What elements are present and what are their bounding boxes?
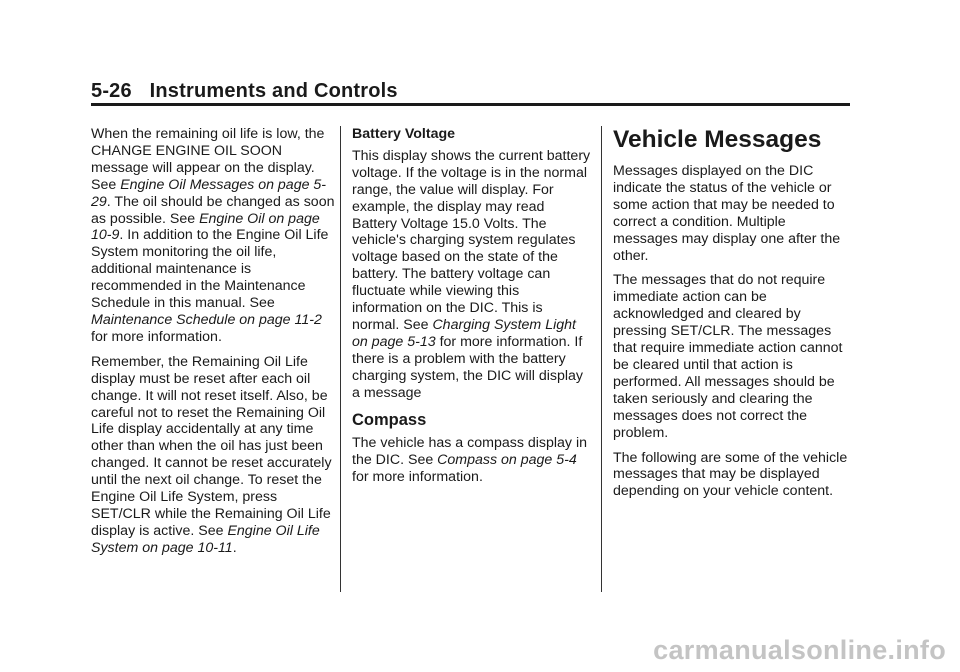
battery-voltage-paragraph: This display shows the current battery voltage. If the voltage is in the normal range, the value will display. For example, the display may read Battery Voltage 15.0 Volts. The vehicle's charging system regulates voltage based on the state of the battery. The battery voltage can fluctuate while viewing this information on the DIC. This is normal. See Charging System Light on page 5-13 for more information. If there is a problem with the battery charging system, the DIC will display a message — [352, 147, 591, 401]
column-3 — [613, 126, 853, 508]
compass-heading: Compass — [352, 410, 427, 429]
link-compass[interactable]: Compass on page 5-4 — [437, 452, 577, 469]
messages-paragraph-3: The following are some of the vehicle messages that may be displayed depending on your vehicle content. — [613, 449, 848, 500]
vehicle-messages-title: Vehicle Messages — [613, 126, 822, 153]
page-number: 5-26 — [91, 80, 132, 102]
section-title: Instruments and Controls — [149, 80, 398, 102]
messages-paragraph-1: Messages displayed on the DIC indicate the status of the vehicle or some action that may be needed to correct a condition. Multiple messages may display one after the other. — [613, 163, 841, 264]
header-rule — [91, 103, 850, 106]
reset-paragraph: Remember, the Remaining Oil Life display must be reset after each oil change. It will not reset itself. Also, be careful not to reset the Remaining Oil Life display accidentally at any time other than when the oil has just been changed. It cannot be reset accurately until the next oil change. To reset the Engine Oil Life System, press SET/CLR while the Remaining Oil Life display is active. See Engine Oil Life System on page 10-11. — [91, 353, 332, 556]
oil-life-low-paragraph: When the remaining oil life is low, the CHANGE ENGINE OIL SOON message will appear on the display. See Engine Oil Messages on page 5-29. The oil should be changed as soon as possible. See Engine Oil on page 10-9. In addition to the Engine Oil Life System monitoring the oil life, additional maintenance is recommended in the Maintenance Schedule in this manual. See Maintenance Schedule on page 11-2 for more information. — [91, 126, 335, 345]
link-engine-oil-messages[interactable]: Engine Oil Messages on page 5-29 — [91, 176, 327, 210]
compass-paragraph: The vehicle has a compass display in the DIC. See Compass on page 5-4 for more information. — [352, 435, 588, 486]
messages-paragraph-2: The messages that do not require immediate action can be acknowledged and cleared by pressing SET/CLR. The messages that require immediate action cannot be cleared until that action is performed. All messages should be taken seriously and clearing the messages does not correct the problem. — [613, 272, 843, 441]
battery-voltage-heading: Battery Voltage — [352, 126, 456, 142]
watermark: carmanualsonline.info — [653, 635, 946, 665]
column-2 — [352, 126, 592, 494]
column-divider-2 — [601, 126, 602, 592]
page-header — [91, 80, 398, 103]
link-engine-oil[interactable]: Engine Oil on page 10-9 — [91, 210, 320, 244]
column-1 — [91, 126, 337, 565]
column-divider-1 — [340, 126, 341, 592]
link-charging-system-light[interactable]: Charging System Light on page 5-13 — [352, 316, 576, 350]
link-engine-oil-life-system[interactable]: Engine Oil Life System on page 10-11 — [91, 522, 320, 556]
link-maintenance-schedule[interactable]: Maintenance Schedule on page 11-2 — [91, 311, 322, 328]
